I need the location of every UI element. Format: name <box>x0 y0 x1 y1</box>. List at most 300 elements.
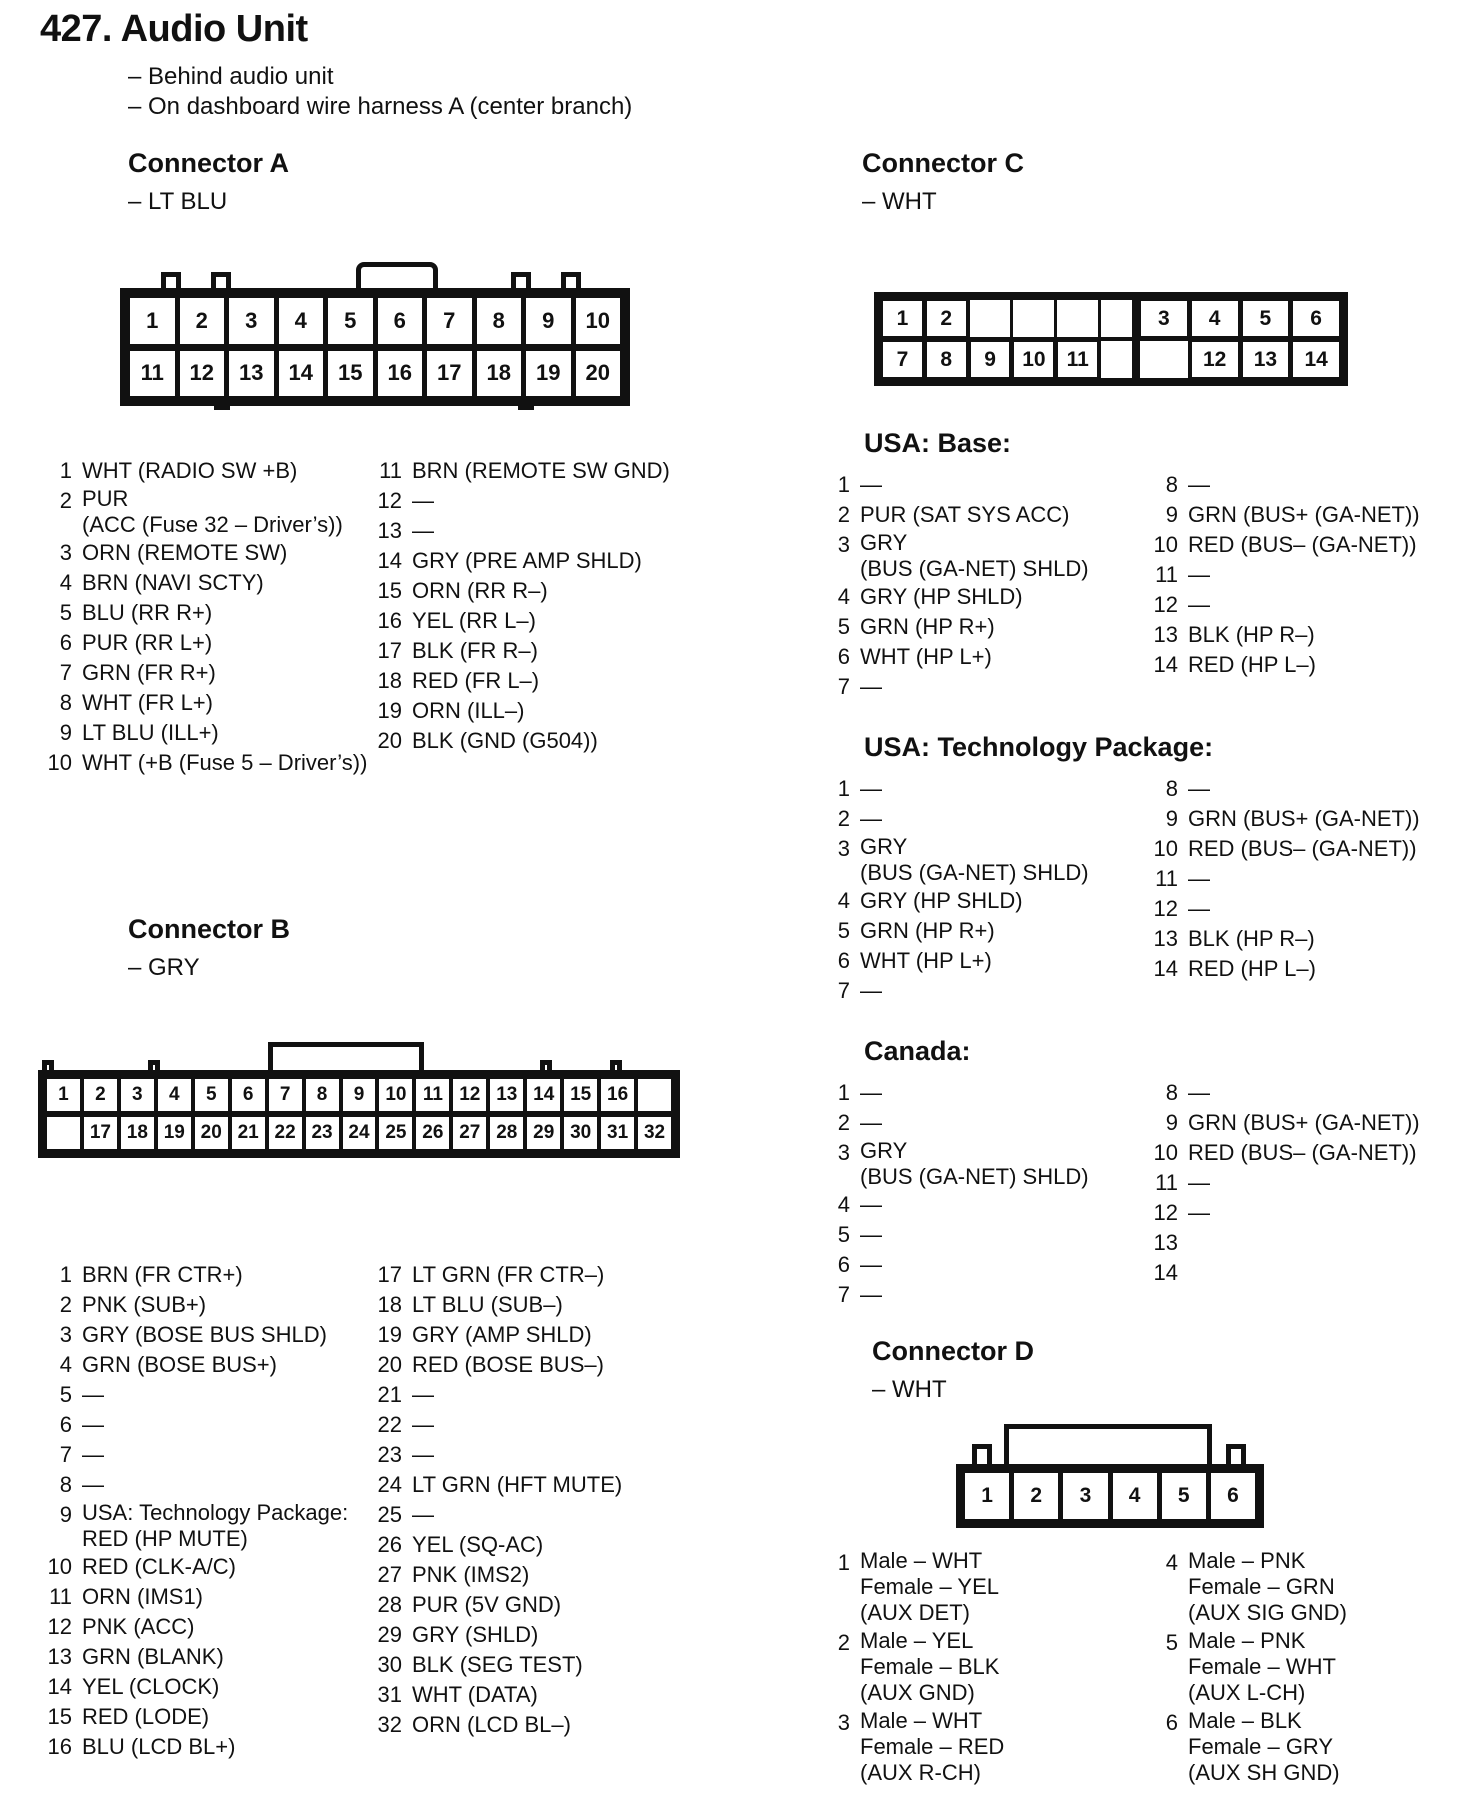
connector-d-pins-left <box>818 1548 1004 1786</box>
pin-number: 25 <box>377 1502 402 1527</box>
connector-tab <box>610 1060 622 1070</box>
pin-desc: — <box>412 488 434 513</box>
pin-cell: 9 <box>525 297 572 345</box>
pin-number: 24 <box>377 1472 402 1497</box>
pin-number: 2 <box>837 806 850 831</box>
pin-row <box>370 1620 622 1650</box>
pin-cell: 6 <box>1210 1472 1256 1520</box>
pin-desc: RED (FR L–) <box>412 668 540 693</box>
pin-number: 9 <box>59 720 72 745</box>
pin-row <box>370 636 670 666</box>
pin-cell: 13 <box>228 350 275 398</box>
pin-cell: 22 <box>268 1116 303 1150</box>
pin-number: 10 <box>1153 836 1178 861</box>
pin-row <box>818 672 1089 702</box>
pin-row <box>40 1552 348 1582</box>
pin-desc: RED (BOSE BUS–) <box>412 1352 604 1377</box>
pin-row <box>818 1190 1089 1220</box>
pin-row <box>818 1250 1089 1280</box>
pin-row <box>40 1642 348 1672</box>
pin-number: 5 <box>59 1382 72 1407</box>
pin-row <box>370 1530 622 1560</box>
pin-desc: RED (LODE) <box>82 1704 210 1729</box>
pin-cell: 21 <box>231 1116 266 1150</box>
pin-desc: — <box>1188 866 1210 891</box>
pin-cell: 13 <box>1242 341 1290 378</box>
connector-a-title: Connector A <box>128 148 289 178</box>
pin-number: 7 <box>837 1282 850 1307</box>
empty-cell <box>1140 341 1188 378</box>
pin-row <box>370 1410 622 1440</box>
connector-tab <box>1226 1444 1246 1464</box>
pin-row <box>1146 500 1420 530</box>
pin-cell: 23 <box>305 1116 340 1150</box>
pin-cell: 8 <box>476 297 523 345</box>
pin-row <box>1146 1628 1347 1706</box>
pin-row <box>40 1732 348 1762</box>
pin-desc: GRY (SHLD) <box>412 1622 539 1647</box>
pin-row <box>40 628 367 658</box>
pin-number: 18 <box>377 1292 402 1317</box>
pin-row <box>40 456 367 486</box>
pin-number: 3 <box>59 540 72 565</box>
pin-cell: 28 <box>489 1116 524 1150</box>
pin-desc: RED (HP L–) <box>1188 956 1316 981</box>
connector-d-pins-right <box>1146 1548 1347 1786</box>
pin-cell: 16 <box>600 1078 635 1112</box>
section-heading-usa-tech: USA: Technology Package: <box>864 732 1214 762</box>
pin-number: 2 <box>59 488 72 513</box>
pin-number: 20 <box>377 1352 402 1377</box>
pin-cell: 2 <box>926 300 967 337</box>
pin-number: 9 <box>1165 502 1178 527</box>
pin-row <box>1146 530 1420 560</box>
pin-desc: — <box>82 1472 104 1497</box>
pin-desc: BLK (HP R–) <box>1188 926 1315 951</box>
pin-desc: — <box>860 472 882 497</box>
pin-desc: GRN (BOSE BUS+) <box>82 1352 277 1377</box>
pin-row <box>40 1470 348 1500</box>
pin-row <box>1146 1228 1420 1258</box>
pin-desc: PNK (ACC) <box>82 1614 195 1639</box>
pin-row <box>370 606 670 636</box>
pin-number: 13 <box>1153 622 1178 647</box>
pin-row <box>1146 1138 1420 1168</box>
pin-cell: 14 <box>526 1078 561 1112</box>
pin-desc: BRN (REMOTE SW GND) <box>412 458 670 483</box>
pin-row <box>1146 954 1420 984</box>
pin-desc: — <box>860 1080 882 1105</box>
pin-row <box>1146 894 1420 924</box>
pin-row <box>818 1708 1004 1786</box>
pin-number: 3 <box>837 1140 850 1165</box>
pin-desc: Male – WHT Female – RED (AUX R-CH) <box>860 1708 1005 1785</box>
pin-number: 4 <box>837 1192 850 1217</box>
pin-number: 27 <box>377 1562 402 1587</box>
pin-desc: PUR (ACC (Fuse 32 – Driver’s)) <box>82 486 343 537</box>
pin-row <box>370 1350 622 1380</box>
pin-number: 3 <box>837 532 850 557</box>
pin-number: 4 <box>59 1352 72 1377</box>
connector-latch <box>356 262 438 288</box>
pin-row <box>40 1702 348 1732</box>
pin-number: 6 <box>837 948 850 973</box>
page-title: 427. Audio Unit <box>40 8 308 50</box>
pin-desc: GRY (PRE AMP SHLD) <box>412 548 642 573</box>
pin-desc: WHT (RADIO SW +B) <box>82 458 298 483</box>
pin-row <box>818 1280 1089 1310</box>
canada-pins-right <box>1146 1078 1420 1288</box>
pin-desc: BLK (GND (G504)) <box>412 728 598 753</box>
pin-cell: 4 <box>157 1078 192 1112</box>
pin-row <box>370 576 670 606</box>
pin-cell: 4 <box>278 297 325 345</box>
pin-cell: 7 <box>268 1078 303 1112</box>
pin-row <box>40 598 367 628</box>
pin-row <box>40 1410 348 1440</box>
pin-row <box>818 1628 1004 1706</box>
pin-number: 12 <box>47 1614 72 1639</box>
pin-desc: BLU (LCD BL+) <box>82 1734 236 1759</box>
pin-desc: — <box>412 518 434 543</box>
pin-desc: ORN (REMOTE SW) <box>82 540 288 565</box>
pin-desc: RED (BUS– (GA-NET)) <box>1188 836 1417 861</box>
pin-number: 14 <box>1153 956 1178 981</box>
pin-desc: — <box>1188 896 1210 921</box>
pin-desc: WHT (HP L+) <box>860 948 992 973</box>
pin-number: 7 <box>59 660 72 685</box>
pin-row <box>1146 924 1420 954</box>
connector-a-color: – LT BLU <box>128 188 228 215</box>
pin-desc: GRY (AMP SHLD) <box>412 1322 592 1347</box>
pin-number: 14 <box>1153 1260 1178 1285</box>
pin-row <box>40 688 367 718</box>
pin-cell: 11 <box>415 1078 450 1112</box>
pin-row <box>370 1470 622 1500</box>
pin-number: 31 <box>377 1682 402 1707</box>
pin-cell: 15 <box>563 1078 598 1112</box>
pin-row <box>370 1500 622 1530</box>
pin-cell: 13 <box>489 1078 524 1112</box>
pin-row <box>40 748 367 778</box>
pin-cell: 2 <box>179 297 226 345</box>
pin-desc: GRN (BUS+ (GA-NET)) <box>1188 1110 1420 1135</box>
pin-number: 2 <box>837 1110 850 1135</box>
pin-cell: 4 <box>1112 1472 1158 1520</box>
pin-number: 5 <box>837 1222 850 1247</box>
pin-desc: PUR (RR L+) <box>82 630 213 655</box>
pin-number: 2 <box>837 502 850 527</box>
connector-latch <box>1004 1424 1212 1464</box>
pin-cell: 5 <box>194 1078 229 1112</box>
pin-number: 8 <box>59 690 72 715</box>
section-heading-canada: Canada: <box>864 1036 971 1066</box>
pin-number: 8 <box>1165 1080 1178 1105</box>
pin-row <box>818 804 1089 834</box>
pin-cell: 20 <box>575 350 622 398</box>
pin-row <box>370 1290 622 1320</box>
connector-tab <box>972 1444 992 1464</box>
pin-number: 10 <box>47 1554 72 1579</box>
pin-desc: Male – PNK Female – WHT (AUX L-CH) <box>1188 1628 1336 1705</box>
pin-number: 13 <box>377 518 402 543</box>
pin-cell: 1 <box>46 1078 81 1112</box>
pin-row <box>818 1138 1089 1190</box>
pin-cell: 27 <box>452 1116 487 1150</box>
pin-cell: 6 <box>231 1078 266 1112</box>
pin-cell: 9 <box>970 341 1011 378</box>
connector-tab <box>148 1060 160 1070</box>
section-heading-usa-base: USA: Base: <box>864 428 1012 458</box>
pin-number: 8 <box>59 1472 72 1497</box>
pin-cell: 1 <box>964 1472 1010 1520</box>
pin-number: 6 <box>1165 1710 1178 1735</box>
pin-row <box>40 1582 348 1612</box>
pin-cell: 17 <box>83 1116 118 1150</box>
pin-cell: 12 <box>179 350 226 398</box>
pin-desc: YEL (CLOCK) <box>82 1674 220 1699</box>
pin-number: 17 <box>377 1262 402 1287</box>
pin-cell: 10 <box>575 297 622 345</box>
pin-desc: Male – WHT Female – YEL (AUX DET) <box>860 1548 1000 1625</box>
pin-desc: PUR (5V GND) <box>412 1592 562 1617</box>
pin-cell: 10 <box>1013 341 1054 378</box>
pin-number: 8 <box>1165 472 1178 497</box>
connector-tab <box>511 272 531 288</box>
pin-row <box>40 1440 348 1470</box>
pin-number: 26 <box>377 1532 402 1557</box>
pin-number: 6 <box>59 1412 72 1437</box>
pin-row <box>370 456 670 486</box>
pin-cell: 6 <box>377 297 424 345</box>
pin-number: 12 <box>377 488 402 513</box>
pin-number: 5 <box>837 614 850 639</box>
pin-desc: Male – BLK Female – GRY (AUX SH GND) <box>1188 1708 1340 1785</box>
pin-number: 12 <box>1153 896 1178 921</box>
pin-desc: BLK (HP R–) <box>1188 622 1315 647</box>
connector-c-grid-right <box>1132 292 1348 386</box>
pin-desc: Male – PNK Female – GRN (AUX SIG GND) <box>1188 1548 1347 1625</box>
pin-row <box>1146 1548 1347 1626</box>
pin-row <box>370 486 670 516</box>
pin-number: 2 <box>837 1630 850 1655</box>
pin-row <box>370 666 670 696</box>
pin-row <box>1146 560 1420 590</box>
pin-row <box>818 946 1089 976</box>
pin-row <box>370 1650 622 1680</box>
pin-cell: 3 <box>228 297 275 345</box>
pin-row <box>40 1612 348 1642</box>
pin-row <box>40 1380 348 1410</box>
pin-number: 16 <box>47 1734 72 1759</box>
pin-cell: 2 <box>83 1078 118 1112</box>
pin-cell: 30 <box>563 1116 598 1150</box>
pin-number: 32 <box>377 1712 402 1737</box>
pin-row <box>1146 1198 1420 1228</box>
pin-desc: — <box>1188 776 1210 801</box>
pin-cell: 17 <box>426 350 473 398</box>
pin-row <box>818 530 1089 582</box>
pin-number: 3 <box>837 836 850 861</box>
pin-cell: 15 <box>327 350 374 398</box>
connector-d-title: Connector D <box>872 1336 1034 1366</box>
pin-desc: GRN (HP R+) <box>860 918 995 943</box>
pin-desc: LT BLU (ILL+) <box>82 720 219 745</box>
usa-base-pins-left <box>818 470 1089 702</box>
pin-desc: GRN (BUS+ (GA-NET)) <box>1188 502 1420 527</box>
pin-cell: 18 <box>120 1116 155 1150</box>
pin-number: 30 <box>377 1652 402 1677</box>
connector-b-title: Connector B <box>128 914 290 944</box>
usa-base-pins-right <box>1146 470 1420 680</box>
pin-cell: 14 <box>1292 341 1340 378</box>
pin-number: 9 <box>1165 1110 1178 1135</box>
pin-row <box>1146 620 1420 650</box>
pin-number: 11 <box>1155 866 1178 891</box>
pin-number: 13 <box>47 1644 72 1669</box>
pin-row <box>370 1590 622 1620</box>
pin-number: 18 <box>377 668 402 693</box>
pin-desc: RED (BUS– (GA-NET)) <box>1188 532 1417 557</box>
pin-desc: PNK (SUB+) <box>82 1292 207 1317</box>
pin-number: 10 <box>1153 532 1178 557</box>
connector-tab <box>540 1060 552 1070</box>
pin-desc: GRY (BUS (GA-NET) SHLD) <box>860 1138 1089 1189</box>
connector-b-grid <box>38 1070 680 1158</box>
pin-cell: 1 <box>129 297 176 345</box>
pin-cell: 12 <box>452 1078 487 1112</box>
pin-desc: — <box>860 674 882 699</box>
connector-a-pins-left <box>40 456 367 778</box>
pin-desc: RED (CLK-A/C) <box>82 1554 237 1579</box>
pin-desc: — <box>1188 1080 1210 1105</box>
pin-row <box>370 1320 622 1350</box>
pin-row <box>370 516 670 546</box>
pin-number: 22 <box>377 1412 402 1437</box>
pin-desc: — <box>1188 472 1210 497</box>
pin-number: 5 <box>837 918 850 943</box>
usa-tech-pins-right <box>1146 774 1420 984</box>
pin-number: 11 <box>379 458 402 483</box>
pin-number: 4 <box>837 584 850 609</box>
pin-row <box>1146 864 1420 894</box>
pin-number: 9 <box>59 1502 72 1527</box>
pin-desc: BRN (NAVI SCTY) <box>82 570 264 595</box>
pin-desc: — <box>412 1502 434 1527</box>
pin-row <box>370 726 670 756</box>
pin-row <box>40 1320 348 1350</box>
connector-latch <box>268 1042 424 1070</box>
pin-row <box>818 642 1089 672</box>
pin-cell: 24 <box>342 1116 377 1150</box>
pin-row <box>40 1672 348 1702</box>
pin-desc: GRN (FR R+) <box>82 660 216 685</box>
pin-desc: — <box>412 1442 434 1467</box>
pin-row <box>1146 650 1420 680</box>
pin-row <box>40 1290 348 1320</box>
pin-row <box>818 1108 1089 1138</box>
pin-desc: GRY (BUS (GA-NET) SHLD) <box>860 530 1089 581</box>
pin-number: 10 <box>47 750 72 775</box>
pin-cell: 29 <box>526 1116 561 1150</box>
pin-desc: LT GRN (FR CTR–) <box>412 1262 605 1287</box>
pin-desc: — <box>860 1282 882 1307</box>
usa-tech-pins-left <box>818 774 1089 1006</box>
pin-row <box>818 470 1089 500</box>
pin-number: 13 <box>1153 1230 1178 1255</box>
pin-cell: 19 <box>525 350 572 398</box>
location-line: – Behind audio unit <box>128 63 334 90</box>
pin-row <box>818 500 1089 530</box>
pin-row <box>1146 1168 1420 1198</box>
pin-cell: 4 <box>1191 300 1239 337</box>
pin-desc: — <box>1188 1200 1210 1225</box>
pin-row <box>40 568 367 598</box>
pin-number: 21 <box>377 1382 402 1407</box>
pin-desc: — <box>860 776 882 801</box>
pin-cell: 26 <box>415 1116 450 1150</box>
pin-number: 16 <box>377 608 402 633</box>
pin-cell: 7 <box>426 297 473 345</box>
connector-tab <box>161 272 181 288</box>
pin-desc: GRN (HP R+) <box>860 614 995 639</box>
pin-cell: 19 <box>157 1116 192 1150</box>
pin-row <box>1146 1708 1347 1786</box>
pin-number: 1 <box>837 776 850 801</box>
pin-number: 14 <box>377 548 402 573</box>
pin-number: 6 <box>837 1252 850 1277</box>
pin-number: 3 <box>59 1322 72 1347</box>
pin-row <box>1146 1078 1420 1108</box>
pin-number: 11 <box>1155 1170 1178 1195</box>
pin-desc: WHT (DATA) <box>412 1682 538 1707</box>
pin-desc: — <box>82 1442 104 1467</box>
pin-row <box>370 1560 622 1590</box>
pin-row <box>370 1260 622 1290</box>
pin-desc: ORN (ILL–) <box>412 698 525 723</box>
pin-row <box>818 1220 1089 1250</box>
connector-tab <box>211 272 231 288</box>
pin-number: 5 <box>59 600 72 625</box>
pin-row <box>370 546 670 576</box>
pin-desc: BLK (FR R–) <box>412 638 538 663</box>
pin-desc: WHT (FR L+) <box>82 690 213 715</box>
pin-desc: — <box>1188 592 1210 617</box>
pin-desc: LT BLU (SUB–) <box>412 1292 563 1317</box>
pin-row <box>1146 1258 1420 1288</box>
pin-desc: ORN (IMS1) <box>82 1584 203 1609</box>
pin-number: 20 <box>377 728 402 753</box>
pin-desc: RED (HP L–) <box>1188 652 1316 677</box>
connector-d-color: – WHT <box>872 1376 947 1403</box>
pin-desc: — <box>860 1252 882 1277</box>
pin-desc: — <box>860 806 882 831</box>
pin-desc: ORN (LCD BL–) <box>412 1712 571 1737</box>
pin-number: 15 <box>47 1704 72 1729</box>
pin-desc: — <box>860 1222 882 1247</box>
pin-desc: — <box>860 978 882 1003</box>
pin-number: 14 <box>47 1674 72 1699</box>
pin-desc: BLU (RR R+) <box>82 600 213 625</box>
pin-row <box>40 658 367 688</box>
pin-row <box>1146 774 1420 804</box>
pin-cell: 9 <box>342 1078 377 1112</box>
connector-a-grid <box>120 288 630 406</box>
pin-desc: USA: Technology Package: RED (HP MUTE) <box>82 1500 349 1551</box>
pin-desc: BLK (SEG TEST) <box>412 1652 583 1677</box>
pin-number: 1 <box>59 458 72 483</box>
canada-pins-left <box>818 1078 1089 1310</box>
